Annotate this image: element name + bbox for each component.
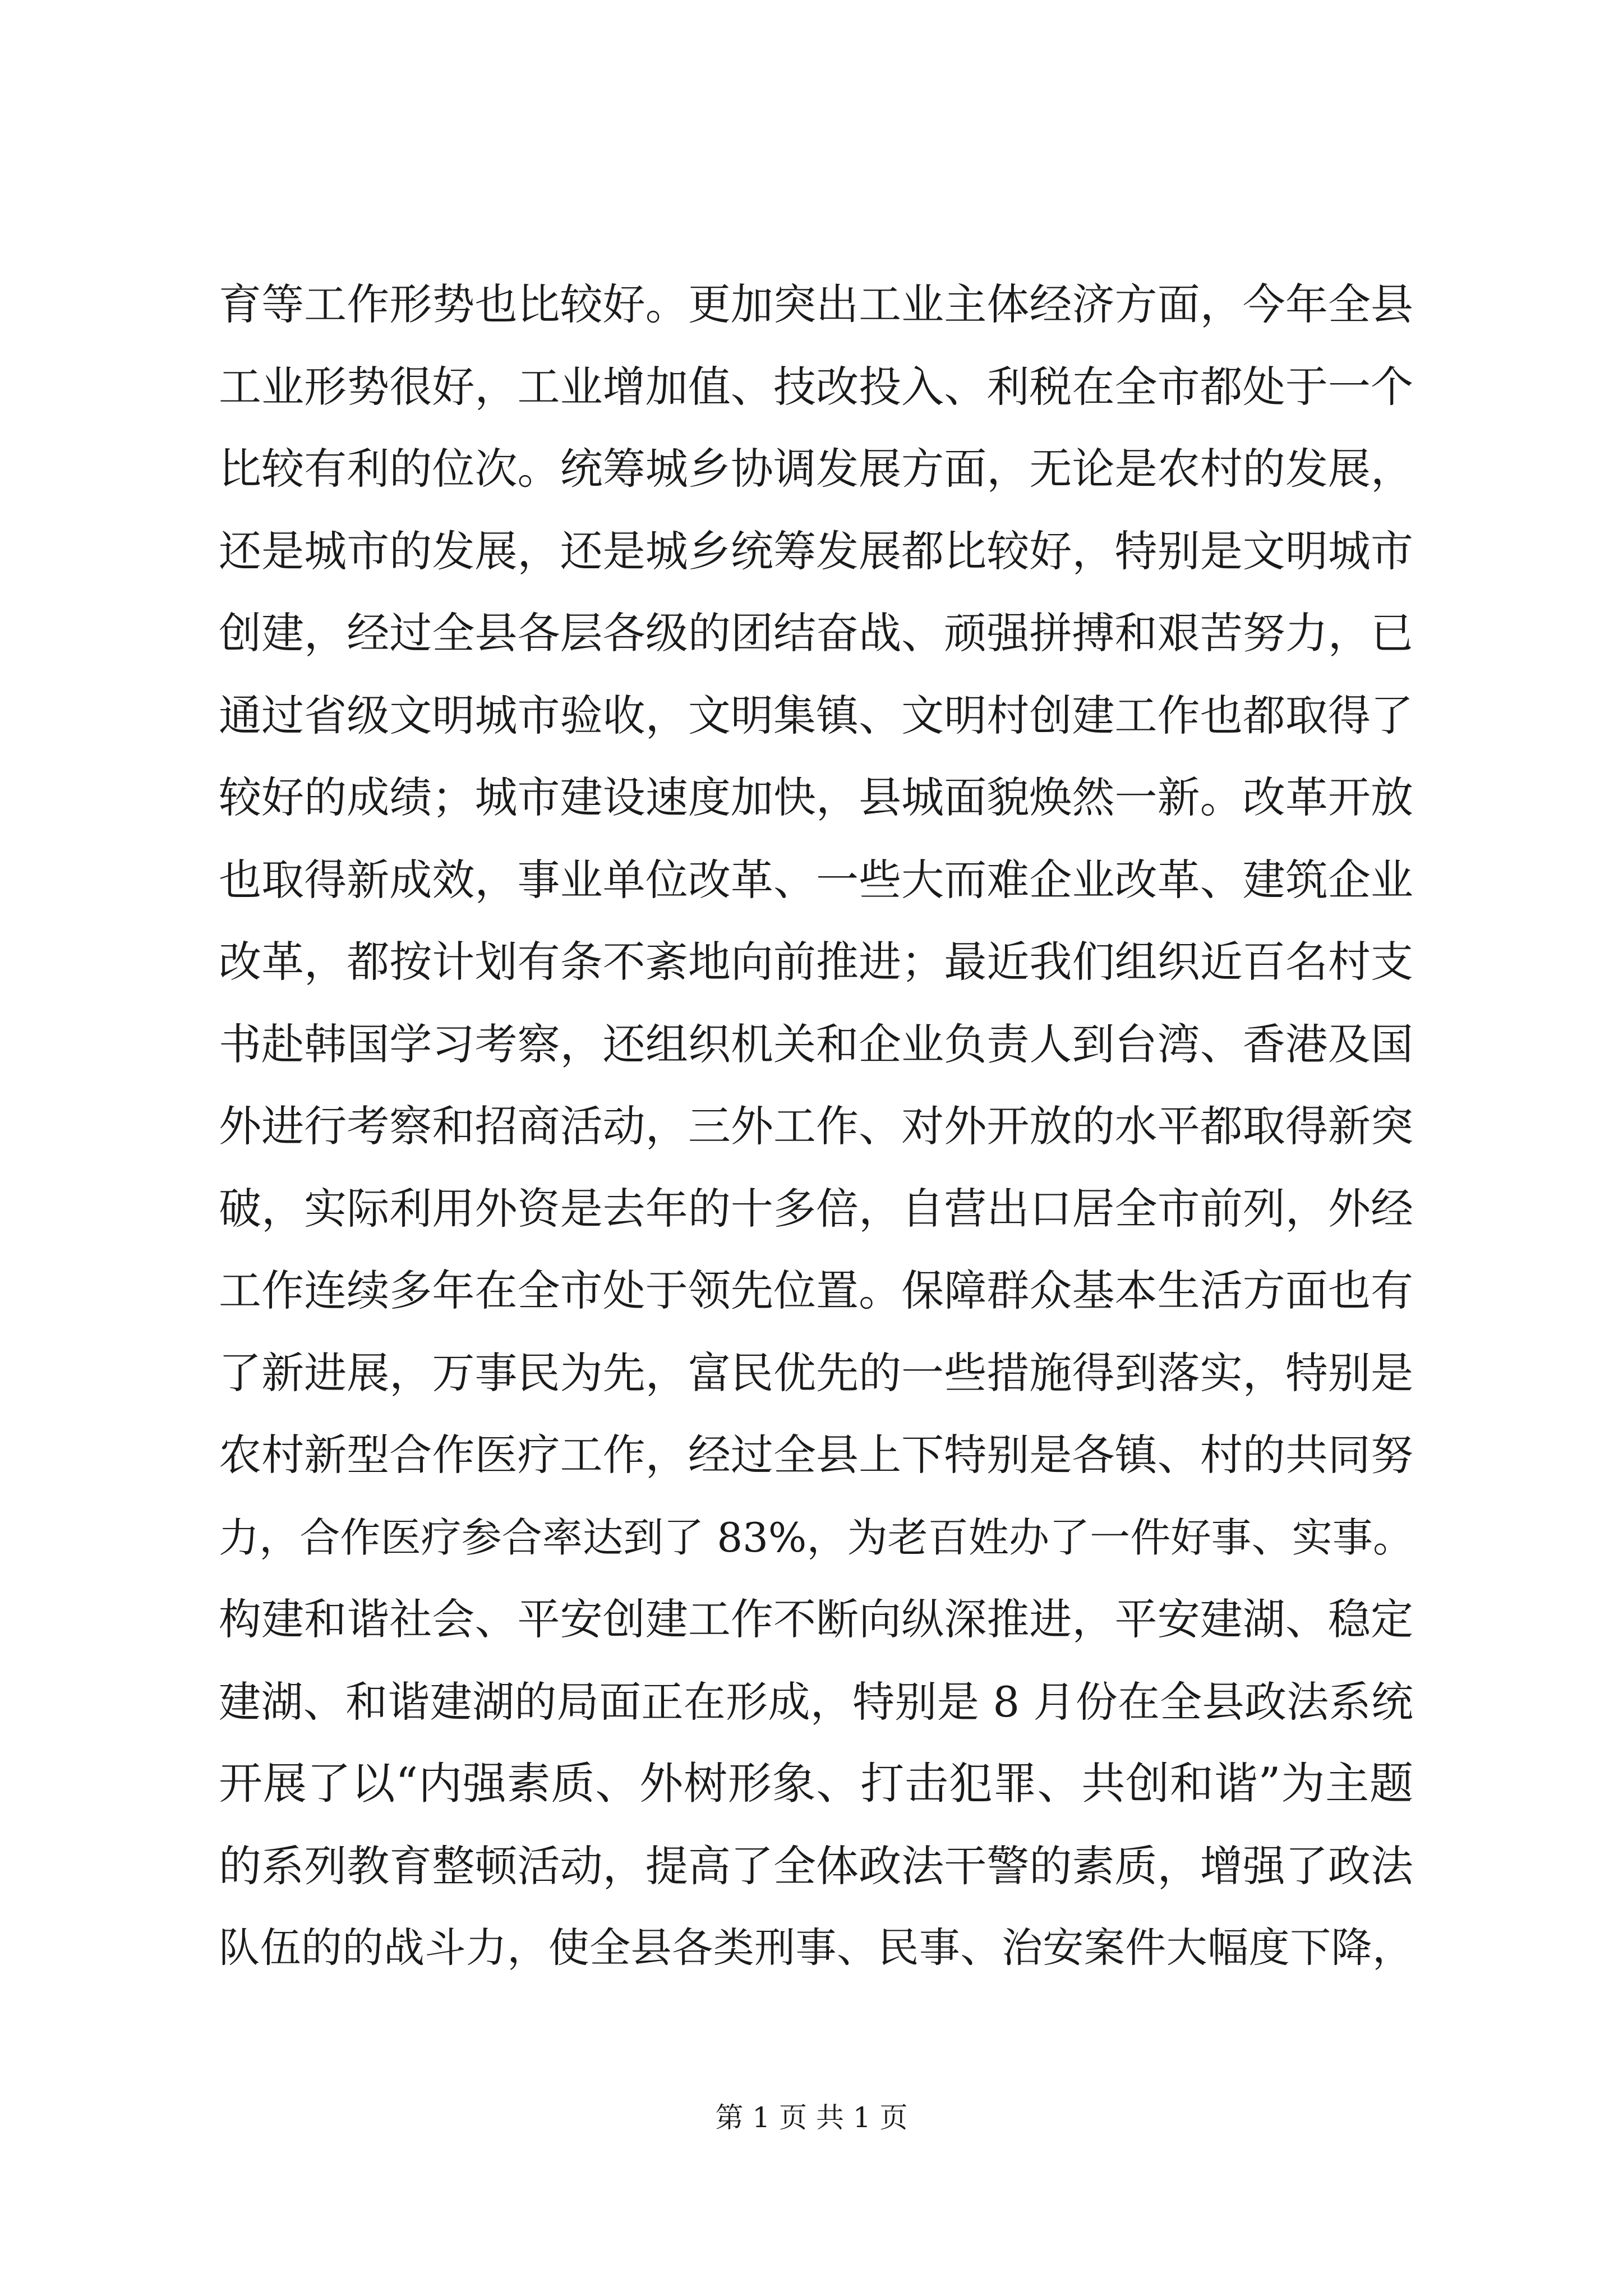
- text-line: 通过省级文明城市验收，文明集镇、文明村创建工作也都取得了: [219, 690, 1413, 740]
- text-line: 较好的成绩；城市建设速度加快，县城面貌焕然一新。改革开放: [219, 772, 1413, 822]
- text-line: 开展了以“内强素质、外树形象、打击犯罪、共创和谐”为主题: [219, 1759, 1413, 1809]
- text-line: 工业形势很好，工业增加值、技改投入、利税在全市都处于一个: [219, 361, 1413, 412]
- text-line: 书赴韩国学习考察，还组织机关和企业负责人到台湾、香港及国: [219, 1019, 1413, 1069]
- body-text: [219, 264, 1413, 1990]
- text-line: 构建和谐社会、平安创建工作不断向纵深推进，平安建湖、稳定: [219, 1594, 1413, 1644]
- text-line: 破，实际利用外资是去年的十多倍，自营出口居全市前列，外经: [219, 1183, 1413, 1234]
- text-line: 的系列教育整顿活动，提高了全体政法干警的素质，增强了政法: [219, 1841, 1413, 1891]
- text-line: 力，合作医疗参合率达到了 83%，为老百姓办了一件好事、实事。: [219, 1513, 1413, 1561]
- text-line: 创建，经过全县各层各级的团结奋战、顽强拼搏和艰苦努力，已: [219, 608, 1413, 658]
- text-line: 了新进展，万事民为先，富民优先的一些措施得到落实，特别是: [219, 1347, 1413, 1398]
- text-line: 改革，都按计划有条不紊地向前推进；最近我们组织近百名村支: [219, 937, 1413, 987]
- text-line: 育等工作形势也比较好。更加突出工业主体经济方面，今年全县: [219, 279, 1413, 329]
- text-line: 比较有利的位次。统筹城乡协调发展方面，无论是农村的发展，: [219, 444, 1413, 494]
- text-line: 建湖、和谐建湖的局面正在形成，特别是 8 月份在全县政法系统: [219, 1677, 1413, 1727]
- text-line: 也取得新成效，事业单位改革、一些大而难企业改革、建筑企业: [219, 854, 1413, 905]
- text-line: 农村新型合作医疗工作，经过全县上下特别是各镇、村的共同努: [219, 1430, 1413, 1480]
- page-number-footer: 第 1 页 共 1 页: [715, 2101, 908, 2134]
- text-line: 外进行考察和招商活动，三外工作、对外开放的水平都取得新突: [219, 1101, 1413, 1151]
- text-line: 队伍的的战斗力，使全县各类刑事、民事、治安案件大幅度下降，: [219, 1924, 1413, 1972]
- text-line: 工作连续多年在全市处于领先位置。保障群众基本生活方面也有: [219, 1266, 1413, 1315]
- text-line: 还是城市的发展，还是城乡统筹发展都比较好，特别是文明城市: [219, 526, 1413, 576]
